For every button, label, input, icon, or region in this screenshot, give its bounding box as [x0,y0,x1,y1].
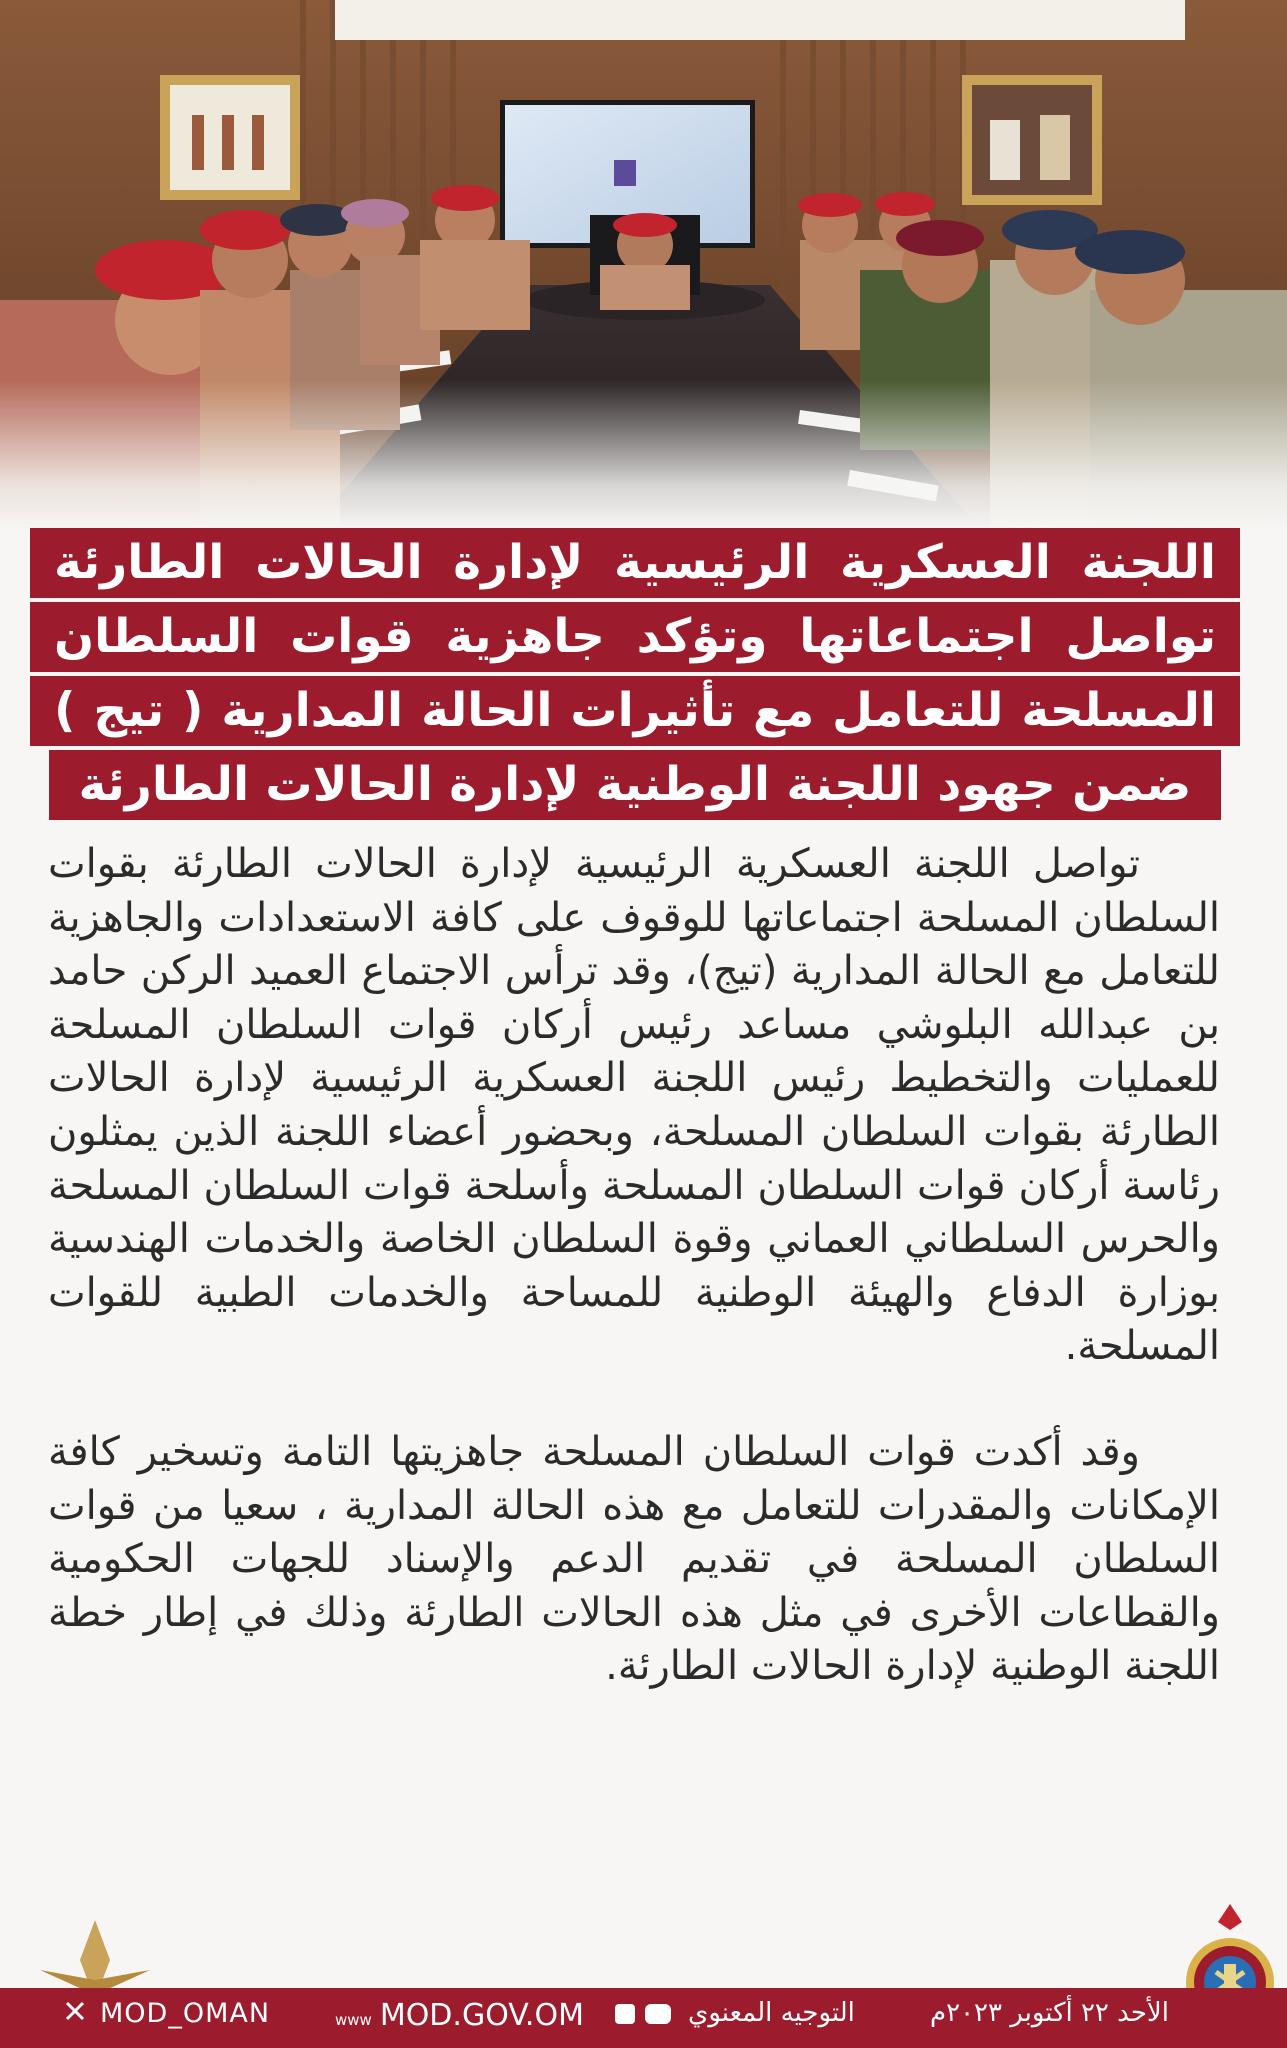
social-handle[interactable]: MOD_OMAN [100,1998,271,2029]
photo-fade [0,380,1287,530]
meeting-photo [0,0,1287,530]
footer-bar [0,1988,1287,2048]
website-url: MOD.GOV.OM [379,1998,584,2033]
headline [30,528,1240,824]
headline-line-4: ضمن جهود اللجنة الوطنية لإدارة الحالات الطارئة [49,750,1222,820]
headline-line-2: تواصل اجتماعاتها وتؤكد جاهزية قوات السلطان [30,602,1240,672]
website-prefix: www [335,2011,372,2029]
headline-line-1: اللجنة العسكرية الرئيسية لإدارة الحالات الطارئة [30,528,1240,598]
x-twitter-icon[interactable] [64,2000,86,2022]
department-label: التوجيه المعنوي [688,1998,855,2028]
facebook-icon[interactable] [615,2004,635,2024]
paragraph-1: تواصل اللجنة العسكرية الرئيسية لإدارة الحالات الطارئة بقوات السلطان المسلحة اجتماعاتها للوقوف على كافة الاستعدادات والجاهزية للتعامل مع الحالة المدارية (تيج)، وقد ترأس الاجتماع العميد الركن حامد بن عبدالله البلوشي مساعد رئيس أركان قوات السلطان المسلحة للعمليات والتخطيط رئيس اللجنة العسكرية الرئيسية لإدارة الحالات الطارئة بقوات السلطان المسلحة، وبحضور أعضاء اللجنة الذين يمثلون رئاسة أركان قوات السلطان المسلحة وأسلحة قوات السلطان المسلحة والحرس السلطاني العماني وقوة السلطان الخاصة والخدمات الهندسية بوزارة الدفاع والهيئة الوطنية للمساحة والخدمات الطبية للقوات المسلحة. [48,841,1220,1370]
publish-date: الأحد ٢٢ أكتوبر ٢٠٢٣م [930,1998,1169,2028]
article-body [48,838,1220,1694]
paragraph-2: وقد أكدت قوات السلطان المسلحة جاهزيتها التامة وتسخير كافة الإمكانات والمقدرات للتعامل مع هذه الحالة المدارية ، سعيا من قوات السلطان المسلحة في تقديم الدعم والإسناد للجهات الحكومية والقطاعات الأخرى في مثل هذه الحالات الطارئة وذلك في إطار خطة اللجنة الوطنية لإدارة الحالات الطارئة. [48,1428,1220,1690]
headline-line-3: المسلحة للتعامل مع تأثيرات الحالة المدارية ( تيج ) [30,676,1240,746]
website-link[interactable] [335,1998,584,2033]
youtube-icon[interactable] [645,2004,671,2024]
